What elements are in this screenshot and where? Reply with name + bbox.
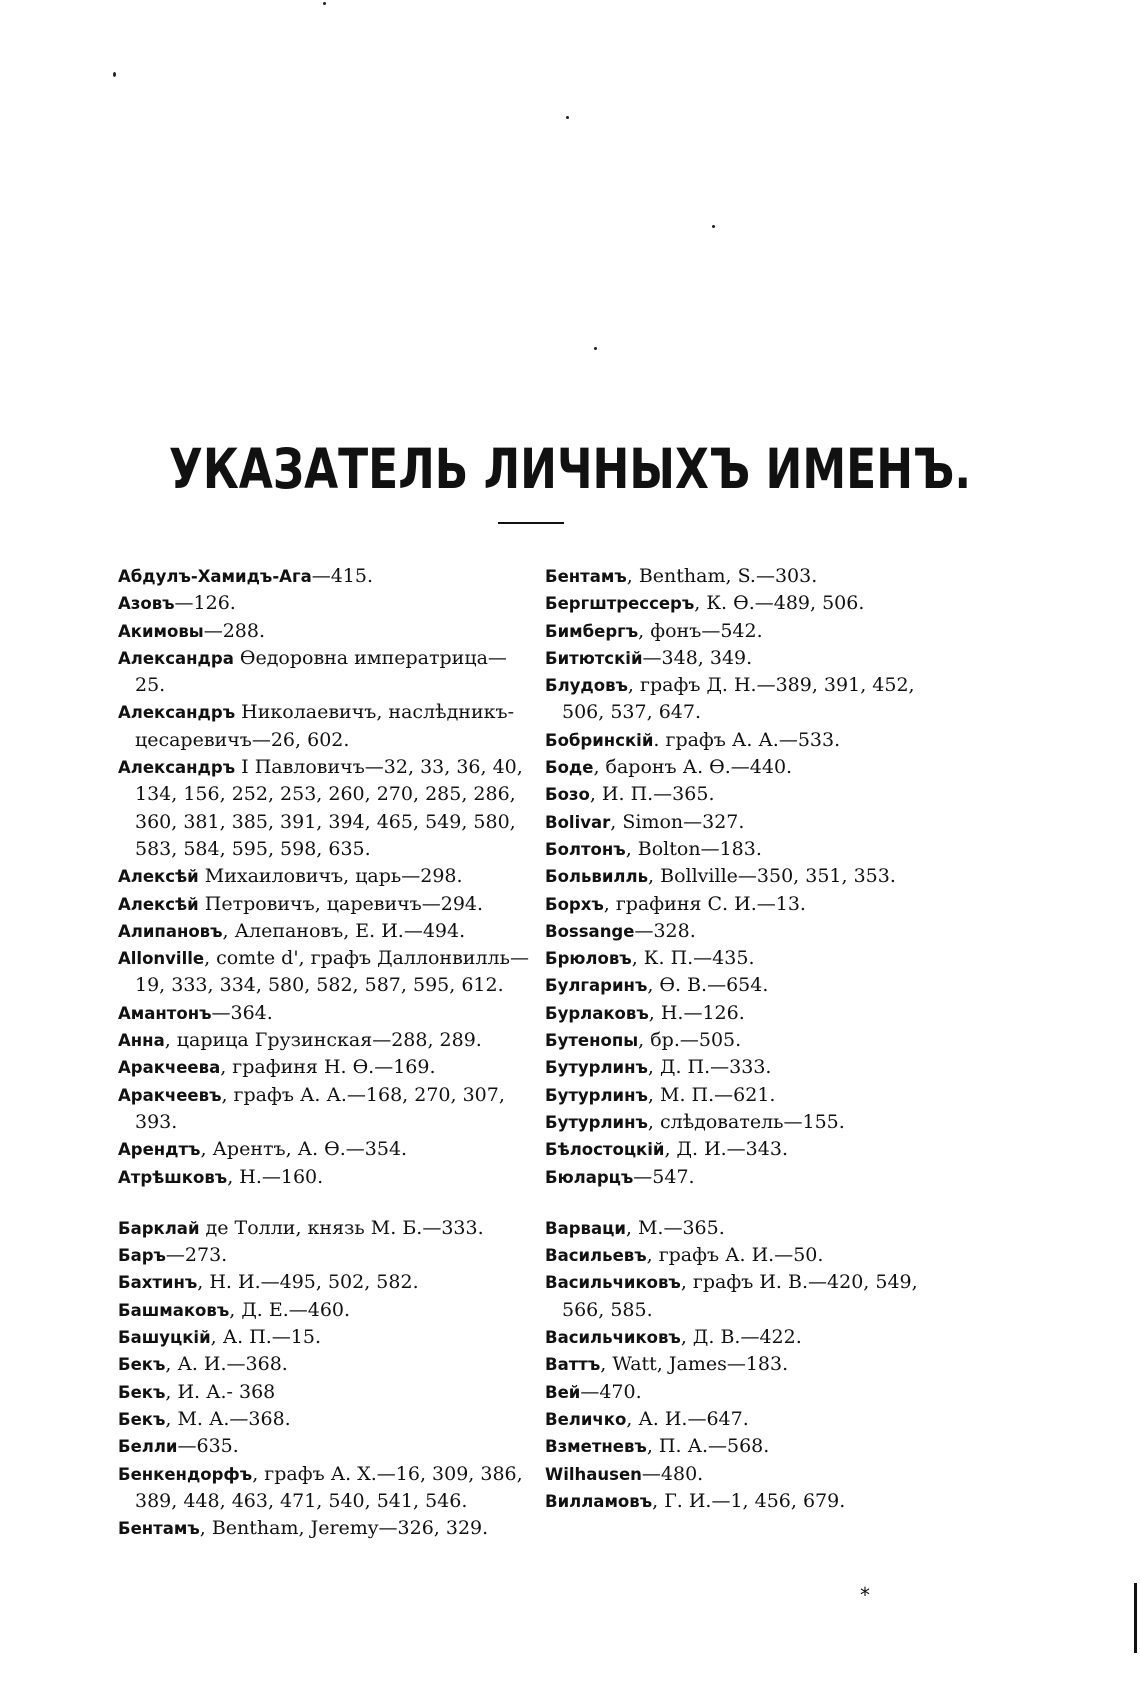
entry-details: , М.—365.: [625, 1216, 725, 1239]
entry-details: , графъ А. И.—50.: [646, 1244, 824, 1267]
entry-surname: Болтонъ: [545, 839, 626, 859]
group-gap: [545, 1191, 955, 1215]
index-entry: [545, 1136, 955, 1163]
entry-details: —547.: [633, 1165, 695, 1188]
index-entry: [545, 618, 955, 645]
index-entry: [545, 972, 955, 999]
index-entry: [118, 945, 530, 1000]
entry-details: , Н.—160.: [227, 1165, 324, 1188]
entry-details: I Павловичъ—32, 33, 36, 40, 134, 156, 252, 253, 260, 270, 285, 286, 360, 381, 385, 391, 394, 465, 549, 580, 583, 584, 595, 598, 635.: [135, 756, 523, 860]
entry-surname: Алексѣй: [118, 867, 199, 887]
entry-surname: Величко: [545, 1409, 627, 1429]
entry-details: Николаевичъ, наслѣдникъ-цесаревичъ—26, 602.: [135, 701, 514, 751]
entry-details: , Bentham, S.—303.: [626, 565, 818, 587]
index-entry: [118, 1242, 530, 1269]
index-entry: [545, 1406, 955, 1433]
entry-details: —288.: [203, 619, 266, 642]
index-group-a: [118, 563, 530, 1191]
entry-surname: Bossange: [545, 921, 635, 941]
index-entry: [545, 754, 955, 781]
entry-details: , слѣдователь—155.: [647, 1110, 845, 1133]
index-entry: [545, 1461, 955, 1488]
entry-details: —415.: [311, 565, 374, 587]
entry-surname: Баръ: [118, 1246, 166, 1266]
entry-surname: Александръ: [118, 703, 236, 723]
index-entry: [118, 1324, 530, 1351]
entry-surname: Барклай: [118, 1218, 200, 1238]
entry-details: —273.: [165, 1244, 228, 1267]
index-column-right: [545, 563, 955, 1515]
entry-details: —480.: [641, 1462, 704, 1485]
entry-details: , графъ Д. Н.—389, 391, 452, 506, 537, 647.: [562, 674, 915, 724]
entry-surname: Allonville: [118, 949, 205, 969]
margin-bracket: [1131, 1583, 1137, 1653]
index-entry: [545, 863, 955, 890]
index-entry: [118, 1000, 530, 1027]
entry-details: , графъ А. А.—168, 270, 307, 393.: [135, 1083, 505, 1133]
entry-details: —364.: [211, 1001, 273, 1024]
index-entry: [545, 1269, 955, 1324]
entry-surname: Васильевъ: [545, 1246, 647, 1266]
index-entry: [118, 699, 530, 754]
index-entry: [118, 1461, 530, 1516]
entry-details: , Simon—327.: [610, 810, 745, 833]
entry-details: —126.: [174, 592, 236, 615]
index-entry: [545, 1351, 955, 1378]
index-entry: [118, 1136, 530, 1163]
index-entry: [545, 563, 955, 590]
index-entry: [545, 1215, 955, 1242]
entry-details: , Bentham, Jeremy—326, 329.: [199, 1517, 489, 1540]
entry-surname: Бобринскій: [545, 730, 654, 750]
index-entry: [118, 891, 530, 918]
index-group-b: [118, 1215, 530, 1543]
entry-surname: Бутурлинъ: [545, 1085, 648, 1105]
entry-surname: Анна: [118, 1031, 165, 1051]
entry-details: , бр.—505.: [638, 1029, 742, 1052]
index-entry: [545, 945, 955, 972]
entry-surname: Бутурлинъ: [545, 1112, 648, 1132]
index-entry: [545, 1000, 955, 1027]
entry-surname: Wilhausen: [545, 1464, 642, 1484]
index-entry: [118, 1054, 530, 1081]
page-speck: [113, 72, 116, 77]
index-entry: [118, 863, 530, 890]
index-entry: [545, 590, 955, 617]
entry-details: , М. А.—368.: [165, 1407, 291, 1430]
entry-surname: Битютскій: [545, 648, 643, 668]
index-entry: [118, 918, 530, 945]
entry-details: , графиня С. И.—13.: [603, 892, 806, 915]
entry-surname: Бимбергъ: [545, 621, 639, 641]
entry-surname: Бентамъ: [545, 567, 627, 586]
entry-surname: Бергштрессеръ: [545, 594, 695, 614]
index-entry: [545, 672, 955, 727]
footer-asterisk: *: [860, 1583, 870, 1607]
entry-surname: Bolivar: [545, 812, 611, 832]
entry-details: , фонъ—542.: [638, 619, 763, 642]
index-entry: [118, 590, 530, 617]
index-entry: [118, 1433, 530, 1460]
entry-surname: Алипановъ: [118, 921, 223, 941]
entry-details: , Д. В.—422.: [680, 1326, 802, 1349]
entry-details: , К. Ө.—489, 506.: [694, 592, 865, 615]
entry-surname: Бозо: [545, 785, 590, 805]
entry-surname: Боде: [545, 758, 594, 778]
index-entry: [545, 1027, 955, 1054]
index-entry: [118, 1351, 530, 1378]
entry-surname: Аракчеева: [118, 1058, 221, 1078]
entry-surname: Абдулъ-Хамидъ-Ага: [118, 567, 312, 586]
entry-details: , Г. И.—1, 456, 679.: [652, 1489, 846, 1512]
entry-details: , Bolton—183.: [625, 837, 762, 860]
index-entry: [118, 1027, 530, 1054]
group-gap: [118, 1191, 530, 1215]
page-title: УКАЗАТЕЛЬ ЛИЧНЫХЪ ИМЕНЪ.: [168, 438, 972, 502]
index-entry: [545, 781, 955, 808]
page-speck: [323, 2, 326, 5]
entry-surname: Бенкендорфъ: [118, 1464, 253, 1484]
entry-surname: Булгаринъ: [545, 976, 648, 996]
entry-details: , А. И.—368.: [165, 1353, 288, 1376]
entry-surname: Азовъ: [118, 594, 175, 614]
entry-surname: Бурлаковъ: [545, 1003, 649, 1023]
entry-surname: Александръ: [118, 758, 236, 778]
entry-surname: Акимовы: [118, 621, 204, 641]
entry-details: , Н. И.—495, 502, 582.: [197, 1271, 419, 1294]
entry-surname: Аракчеевъ: [118, 1085, 222, 1105]
entry-details: . графъ А. А.—533.: [653, 728, 841, 751]
index-entry: [118, 645, 530, 700]
entry-surname: Бекъ: [118, 1382, 166, 1402]
index-entry: [545, 727, 955, 754]
entry-details: , Н.—126.: [648, 1001, 745, 1024]
entry-details: , И. А.- 368: [165, 1380, 276, 1403]
entry-details: —635.: [177, 1435, 239, 1458]
index-entry: [545, 1488, 955, 1515]
index-entry: [545, 1379, 955, 1406]
index-entry: [545, 891, 955, 918]
entry-surname: Белли: [118, 1437, 178, 1457]
entry-details: , comte d', графъ Даллонвилль—19, 333, 334, 580, 582, 587, 595, 612.: [135, 947, 529, 997]
index-entry: [118, 1164, 530, 1191]
index-entry: [118, 754, 530, 863]
entry-details: —470.: [580, 1380, 642, 1403]
entry-details: , графиня Н. Ө.—169.: [220, 1056, 436, 1079]
index-entry: [118, 1379, 530, 1406]
entry-details: , графъ И. В.—420, 549, 566, 585.: [562, 1271, 918, 1321]
entry-surname: Блудовъ: [545, 676, 628, 696]
entry-details: , Д. Е.—460.: [229, 1298, 351, 1321]
entry-surname: Бахтинъ: [118, 1273, 198, 1293]
entry-details: , Д. И.—343.: [664, 1138, 788, 1161]
entry-details: , И. П.—365.: [589, 783, 715, 806]
index-group-v: [545, 1215, 955, 1515]
page-speck: [594, 347, 597, 350]
index-entry: [545, 1054, 955, 1081]
entry-details: —328.: [634, 919, 696, 942]
entry-surname: Бутенопы: [545, 1031, 639, 1051]
entry-details: , Ө. В.—654.: [647, 974, 769, 997]
entry-surname: Вилламовъ: [545, 1491, 653, 1511]
entry-surname: Башмаковъ: [118, 1300, 230, 1320]
index-group-b-continued: [545, 563, 955, 1191]
entry-details: , П. А.—568.: [646, 1435, 770, 1458]
index-entry: [118, 1297, 530, 1324]
entry-surname: Амантонъ: [118, 1003, 212, 1023]
index-column-left: [118, 563, 530, 1542]
index-entry: [545, 645, 955, 672]
entry-surname: Ваттъ: [545, 1355, 601, 1375]
entry-surname: Бутурлинъ: [545, 1058, 648, 1078]
index-entry: [545, 1082, 955, 1109]
entry-details: , царица Грузинская—288, 289.: [164, 1029, 482, 1052]
index-entry: [545, 1433, 955, 1460]
entry-surname: Вей: [545, 1382, 581, 1402]
entry-surname: Бентамъ: [118, 1519, 200, 1539]
entry-surname: Брюловъ: [545, 949, 632, 969]
index-entry: [545, 1242, 955, 1269]
entry-details: , Д. П.—333.: [647, 1056, 772, 1079]
index-entry: [545, 836, 955, 863]
index-entry: [545, 1324, 955, 1351]
entry-details: —348, 349.: [642, 646, 753, 669]
entry-surname: Арендтъ: [118, 1140, 201, 1160]
entry-details: , графъ А. Х.—16, 309, 386, 389, 448, 463, 471, 540, 541, 546.: [135, 1462, 523, 1512]
entry-surname: Атрѣшковъ: [118, 1167, 228, 1187]
entry-details: , Watt, James—183.: [600, 1353, 789, 1376]
page-speck: [566, 116, 569, 119]
entry-surname: Васильчиковъ: [545, 1273, 681, 1293]
entry-surname: Взметневъ: [545, 1437, 647, 1457]
entry-details: , А. И.—647.: [626, 1407, 749, 1430]
entry-surname: Васильчиковъ: [545, 1328, 681, 1348]
entry-details: де Толли, князь М. Б.—333.: [199, 1216, 484, 1239]
index-entry: [545, 1164, 955, 1191]
page-speck: [712, 225, 715, 228]
index-entry: [118, 618, 530, 645]
entry-details: , А. П.—15.: [210, 1326, 322, 1349]
entry-surname: Алексѣй: [118, 894, 199, 914]
entry-surname: Бѣлостоцкій: [545, 1140, 665, 1160]
entry-surname: Бекъ: [118, 1409, 166, 1429]
index-entry: [118, 1269, 530, 1296]
entry-details: , баронъ А. Ө.—440.: [593, 756, 793, 779]
index-entry: [118, 1406, 530, 1433]
entry-details: Михаиловичъ, царь—298.: [198, 865, 463, 888]
entry-details: , К. П.—435.: [631, 947, 755, 970]
index-entry: [118, 1515, 530, 1542]
entry-surname: Борхъ: [545, 894, 604, 914]
entry-surname: Бекъ: [118, 1355, 166, 1375]
entry-details: , Bollville—350, 351, 353.: [648, 865, 896, 888]
index-entry: [545, 918, 955, 945]
entry-surname: Больвилль: [545, 867, 649, 887]
entry-surname: Александра: [118, 648, 234, 668]
index-entry: [545, 1109, 955, 1136]
entry-details: Өедоровна императрица—25.: [135, 646, 507, 697]
entry-surname: Варваци: [545, 1218, 626, 1238]
index-entry: [118, 563, 530, 590]
entry-surname: Бюларцъ: [545, 1167, 634, 1187]
entry-details: , М. П.—621.: [647, 1083, 776, 1106]
entry-details: , Алепановъ, Е. И.—494.: [222, 919, 466, 942]
title-divider: [498, 522, 564, 524]
entry-details: , Арентъ, А. Ө.—354.: [200, 1138, 408, 1161]
entry-details: Петровичъ, царевичъ—294.: [198, 892, 484, 915]
index-entry: [118, 1082, 530, 1137]
index-entry: [545, 809, 955, 836]
entry-surname: Башуцкій: [118, 1328, 211, 1348]
index-entry: [118, 1215, 530, 1242]
